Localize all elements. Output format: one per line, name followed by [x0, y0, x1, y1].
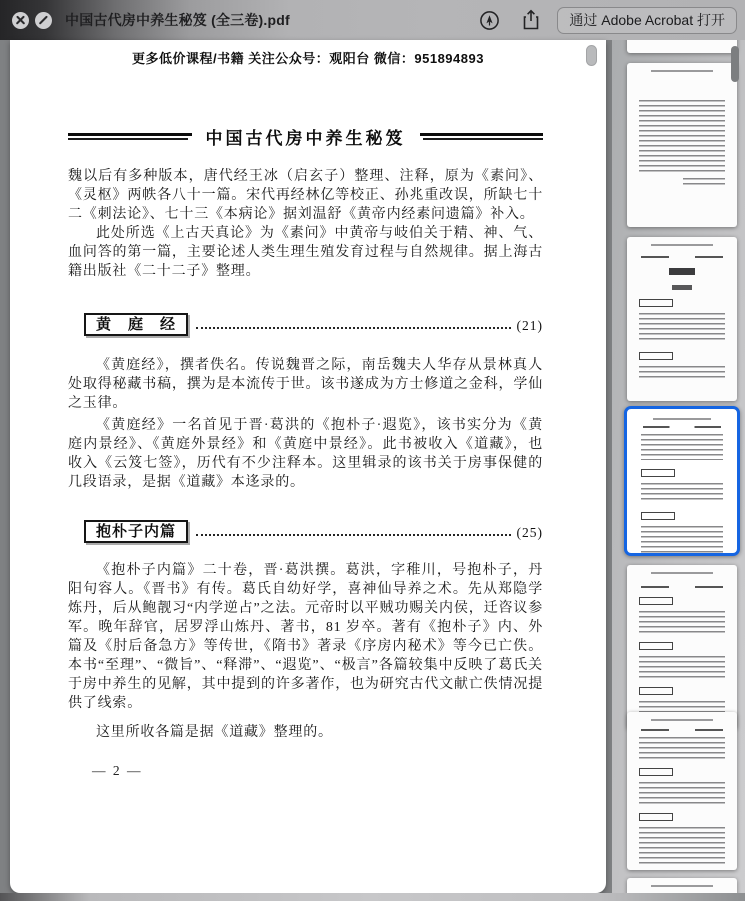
section-entry-huangtingjing	[68, 312, 543, 336]
page-running-header	[68, 127, 543, 148]
section-title-box: 黄 庭 经	[84, 313, 188, 336]
pdf-page	[10, 40, 606, 893]
window-titlebar	[0, 0, 745, 40]
paragraph: 魏以后有多种版本，唐代经王冰（启玄子）整理、注释，原为《素问》、《灵枢》两帙各八十一篇。宋代再经林亿等校正、孙兆重改误，所缺七十二《刺法论》、七十三《本病论》据刘温舒《黄帝内经素问遗篇》补入。	[68, 169, 543, 222]
page-thumbnail[interactable]	[627, 63, 737, 227]
section-title-box: 抱朴子内篇	[84, 520, 188, 543]
paragraph: 此处所选《上古天真论》为《素问》中黄帝与岐伯关于精、神、气、血问答的第一篇，主要论述人类生理生殖发育过程与自然规律。据上海古籍出版社《二十二子》整理。	[68, 226, 543, 279]
page-thumbnail-selected[interactable]	[624, 406, 740, 556]
window-bottom-edge	[0, 893, 745, 901]
dotted-leader	[196, 534, 510, 536]
open-with-acrobat-button[interactable]: 通过 Adobe Acrobat 打开	[557, 7, 737, 34]
section-page-ref: (25)	[516, 525, 543, 540]
sidebar-scrollbar-thumb[interactable]	[731, 46, 739, 82]
page-thumbnail[interactable]	[627, 40, 737, 53]
page-thumbnail[interactable]	[627, 712, 737, 870]
page-thumbnail[interactable]	[627, 237, 737, 401]
dotted-leader	[196, 327, 510, 329]
page-number: — 2 —	[92, 763, 143, 778]
watermark-text: 更多低价课程/书籍 关注公众号：观阳台 微信：951894893	[132, 51, 484, 66]
paragraph: 《黄庭经》，撰者佚名。传说魏晋之际，南岳魏夫人华存从景林真人处取得秘藏书稿，撰为是本流传于世。该书遂成为方士修道之金科，学仙之玉律。	[68, 358, 543, 411]
window-title: 中国古代房中养生秘笈 (全三卷).pdf	[65, 12, 290, 28]
close-icon[interactable]	[12, 12, 29, 29]
header-rule-right	[420, 133, 544, 140]
block-icon[interactable]	[35, 12, 52, 29]
paragraph: 《抱朴子内篇》二十卷，晋·葛洪撰。葛洪，字稚川，号抱朴子，丹阳句容人。《晋书》有传。葛氏自幼好学，喜神仙导养之术。先从郑隐学炼丹，后从鲍靓习“内学逆占”之法。元帝时以平贼功赐关内侯，迁咨议参军。晚年辞官，居罗浮山炼丹、著书，81 岁卒。著有《抱朴子》内、外篇及《肘后备急方》等传世，《隋书》著录《序房内秘术》等今已亡佚。本书“至理”、“微旨”、“释滞”、“遐览”、“极言”各篇较集中反映了葛氏关于房中养生的见解，其中提到的许多著作，也为研究古代文献亡佚情况提供了线索。	[68, 563, 543, 711]
share-icon[interactable]	[519, 8, 543, 32]
paragraph: 《黄庭经》一名首见于晋·葛洪的《抱朴子·遐览》，该书实分为《黄庭内景经》、《黄庭外景经》和《黄庭中景经》。此书被收入《道藏》，也收入《云笈七签》，历代有不少注释本。这里辑录的该书关于房事保健的几段语录，是据《道藏》本迻录的。	[68, 418, 543, 490]
page-title: 中国古代房中养生秘笈	[205, 128, 406, 148]
markup-icon[interactable]	[477, 8, 501, 32]
thumbnail-sidebar	[612, 40, 745, 901]
header-rule-left	[68, 133, 192, 140]
page-thumbnail[interactable]	[627, 565, 737, 729]
section-entry-baopuzineipian	[68, 519, 543, 543]
section-page-ref: (21)	[516, 318, 543, 333]
paragraph: 这里所收各篇是据《道藏》整理的。	[96, 725, 333, 740]
main-scrollbar-thumb[interactable]	[586, 45, 597, 66]
